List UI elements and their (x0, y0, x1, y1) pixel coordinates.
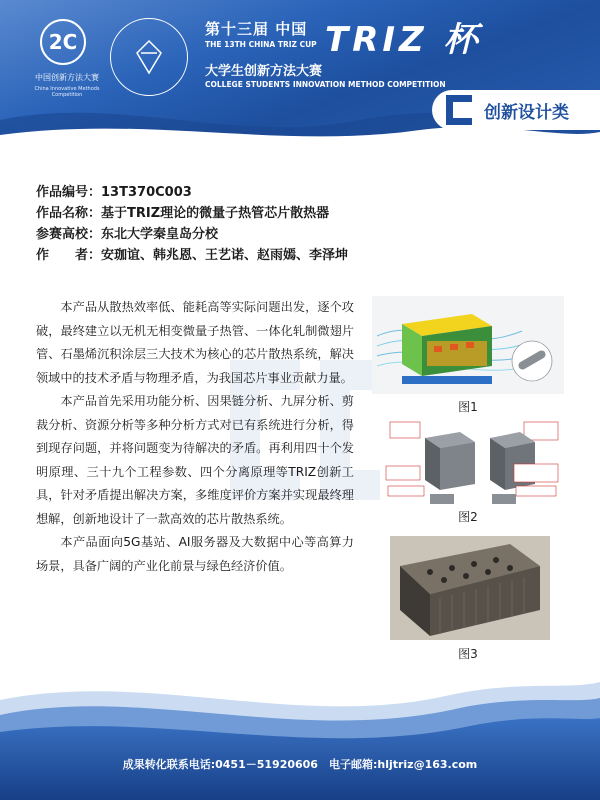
cimc-logo-mark (40, 16, 86, 68)
triz-competition-seal (110, 18, 188, 96)
entry-school-row (36, 224, 576, 245)
footer-wave-decoration (0, 660, 600, 800)
entry-number-value: 13T370C003 (101, 185, 192, 200)
figure-1-image (372, 296, 564, 394)
entry-authors-value: 安珈谊、韩兆恩、王艺诺、赵雨嫣、李泽坤 (101, 248, 349, 263)
description-paragraph-2: 本产品首先采用功能分析、因果链分析、九屏分析、剪裁分析、资源分析等多种分析方式对已有系统进行分析，得到现存问题，并将问题变为待解决的矛盾。再利用四十个发明原理、三十九个工程参数、四个分离原理等TRIZ创新工具，针对矛盾提出解决方案，多维度评价方案并实现最终理想解，创新地设计了一款高效的芯片散热系统。 (36, 394, 354, 526)
seal-emblem-icon (131, 39, 167, 75)
figure-3-image (390, 536, 550, 640)
svg-text:2C: 2C (48, 30, 78, 54)
entry-authors-key: 作 者： (36, 248, 102, 263)
competition-edition-en: THE 13TH CHINA TRIZ CUP (205, 40, 317, 49)
competition-edition: 第十三届 中国 (205, 20, 308, 38)
category-badge (432, 90, 600, 130)
footer-contact: 成果转化联系电话:0451－51920606 电子邮箱:hljtriz@163.com (122, 758, 478, 771)
cimc-caption-en: China Innovative Methods Competition (34, 86, 100, 98)
cimc-caption: 中国创新方法大赛 (35, 73, 99, 82)
entry-number-row (36, 182, 576, 203)
entry-number-key: 作品编号： (36, 185, 102, 200)
triz-cup-wordmark: TRIZ 杯 (325, 20, 482, 60)
entry-title-row (36, 203, 576, 224)
figure-2-caption: 图2 (458, 510, 478, 524)
entry-title-key: 作品名称： (36, 206, 102, 221)
header-banner (0, 0, 600, 150)
description-text (36, 296, 354, 578)
description-paragraph-1: 本产品从散热效率低、能耗高等实际问题出发，逐个攻破，最终建立以无机无相变微量子热管、一体化轧制微翅片管、石墨烯沉积涂层三大技术为核心的芯片散热系统，解决领域中的技术矛盾与物理矛盾，为我国芯片事业贡献力量。 (36, 300, 354, 385)
figure-2-image (380, 420, 564, 508)
competition-name-en: COLLEGE STUDENTS INNOVATION METHOD COMPETITION (205, 80, 446, 89)
heatsink-structure-diagram (380, 420, 564, 508)
heatsink-simulation-illustration (372, 296, 564, 394)
cimc-logo (22, 16, 108, 106)
entry-title-value: 基于TRIZ理论的微量子热管芯片散热器 (101, 206, 330, 221)
figure-1-caption: 图1 (458, 400, 478, 414)
entry-school-key: 参赛高校： (36, 227, 102, 242)
entry-school-value: 东北大学秦皇岛分校 (101, 227, 219, 242)
entry-authors-row (36, 245, 576, 266)
category-letter-icon (444, 93, 474, 127)
category-label: 创新设计类 (484, 103, 569, 123)
heatsink-prototype-photo (390, 536, 550, 640)
description-paragraph-3: 本产品面向5G基站、AI服务器及大数据中心等高算力场景，具备广阔的产业化前景与绿色经济价值。 (36, 535, 354, 573)
entry-info (36, 182, 576, 266)
competition-name: 大学生创新方法大赛 (205, 64, 323, 79)
footer-banner (0, 660, 600, 800)
figure-3-caption: 图3 (458, 647, 478, 661)
